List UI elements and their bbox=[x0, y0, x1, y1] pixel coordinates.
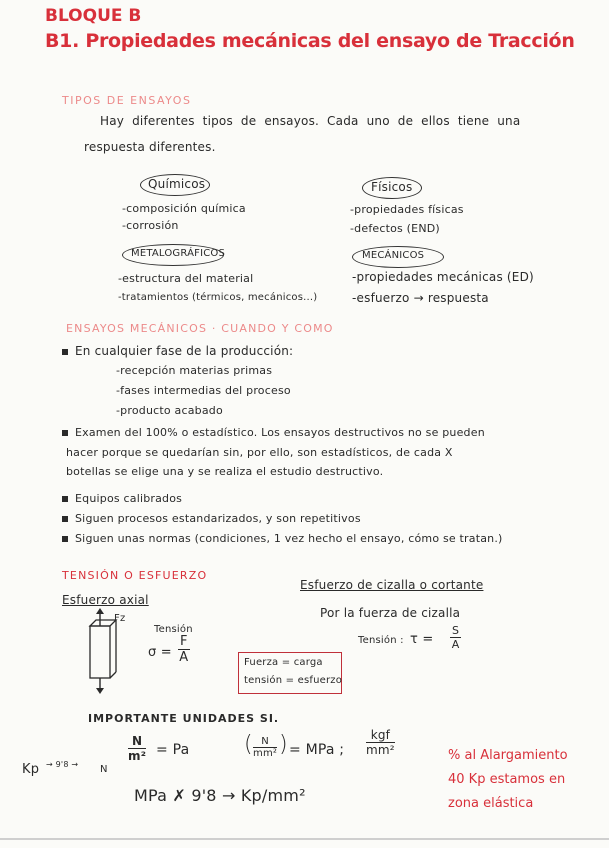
tipos-intro-1: Hay diferentes tipos de ensayos. Cada uno de ellos tiene una bbox=[100, 114, 521, 128]
metalograficos-label: METALOGRÁFICOS bbox=[131, 248, 226, 259]
kp-left: Kp bbox=[22, 762, 40, 777]
bloque-title: BLOQUE B bbox=[45, 6, 142, 26]
paren-open: ( bbox=[244, 732, 253, 757]
paren-close: ) bbox=[279, 732, 288, 757]
list-item: -fases intermedias del proceso bbox=[116, 384, 291, 397]
metalograficos-item: -estructura del material bbox=[118, 272, 254, 285]
force-label: Fz bbox=[114, 613, 126, 624]
quimicos-item: -corrosión bbox=[122, 219, 179, 232]
tension-tau-label: Tensión : bbox=[358, 635, 404, 646]
eq-mpa: = MPa ; bbox=[289, 742, 345, 758]
list-item: -producto acabado bbox=[116, 404, 223, 417]
bullet-icon bbox=[62, 536, 68, 542]
mecanicos-item: -esfuerzo → respuesta bbox=[352, 291, 489, 305]
bullet-item: Siguen unas normas (condiciones, 1 vez hecho el ensayo, cómo se tratan.) bbox=[62, 532, 503, 545]
sigma-symbol: σ = bbox=[148, 645, 172, 660]
kgf-over-mm2: kgf mm² bbox=[366, 728, 395, 757]
tension-heading: TENSIÓN O ESFUERZO bbox=[62, 569, 208, 582]
cizalla-sub: Por la fuerza de cizalla bbox=[320, 606, 461, 620]
tau-fraction: $\frac{S}{A}$ bbox=[451, 624, 460, 651]
mecanicos-item: -propiedades mecánicas (ED) bbox=[352, 270, 534, 284]
paragraph-line: botellas se elige una y se realiza el estudio destructivo. bbox=[66, 465, 384, 478]
cizalla-title: Esfuerzo de cizalla o cortante bbox=[300, 578, 484, 592]
kp-arrow: → 9'8 → bbox=[46, 760, 79, 769]
note-line: 40 Kp estamos en bbox=[448, 772, 566, 787]
kp-n: N bbox=[100, 764, 108, 775]
quimicos-item: -composición química bbox=[122, 202, 246, 215]
quimicos-label: Químicos bbox=[148, 177, 206, 191]
ensayos-heading: ENSAYOS MECÁNICOS · CUANDO Y COMO bbox=[66, 322, 334, 335]
fisicos-label: Físicos bbox=[371, 180, 413, 194]
box-line: Fuerza = carga bbox=[244, 657, 323, 668]
paragraph-line: hacer porque se quedarían sin, por ello, son estadísticos, de cada X bbox=[66, 446, 453, 459]
bullet-icon bbox=[62, 496, 68, 502]
axial-prism-diagram bbox=[72, 608, 142, 698]
list-item: -recepción materias primas bbox=[116, 364, 273, 377]
eq-pa: = Pa bbox=[156, 742, 190, 758]
fisicos-item: -propiedades físicas bbox=[350, 203, 464, 216]
page-bottom-edge bbox=[0, 838, 609, 840]
box-line: tensión = esfuerzo bbox=[244, 675, 343, 686]
tau-symbol: τ = bbox=[410, 632, 434, 647]
bullet-item: Examen del 100% o estadístico. Los ensayos destructivos no se pueden bbox=[62, 426, 485, 439]
tension-word: Tensión bbox=[154, 624, 193, 635]
bullet-icon bbox=[62, 430, 68, 436]
mecanicos-label: MECÁNICOS bbox=[362, 250, 425, 261]
fisicos-item: -defectos (END) bbox=[350, 222, 440, 235]
bullet-icon bbox=[62, 516, 68, 522]
mpa-conversion: MPa ✗ 9'8 → Kp/mm² bbox=[134, 786, 306, 805]
bullet-item: Siguen procesos estandarizados, y son repetitivos bbox=[62, 512, 361, 525]
sigma-fraction: $\frac{F}{A}$ bbox=[179, 634, 189, 665]
page-title: B1. Propiedades mecánicas del ensayo de Tracción bbox=[45, 30, 575, 52]
tipos-heading: TIPOS DE ENSAYOS bbox=[62, 94, 192, 107]
unidades-heading: IMPORTANTE UNIDADES SI. bbox=[88, 712, 280, 725]
tipos-intro-2: respuesta diferentes. bbox=[84, 140, 216, 154]
bullet-icon bbox=[62, 349, 68, 355]
metalograficos-item: -tratamientos (térmicos, mecánicos...) bbox=[118, 292, 318, 303]
note-line: % al Alargamiento bbox=[448, 748, 568, 763]
n-over-m2: $\frac{N}{\text{m²}}$ bbox=[128, 734, 147, 763]
n-over-mm2: $\frac{N}{\text{mm²}}$ bbox=[253, 736, 278, 759]
axial-title: Esfuerzo axial bbox=[62, 593, 149, 607]
note-line: zona elástica bbox=[448, 796, 534, 811]
bullet-item: En cualquier fase de la producción: bbox=[62, 344, 293, 358]
bullet-item: Equipos calibrados bbox=[62, 492, 182, 505]
